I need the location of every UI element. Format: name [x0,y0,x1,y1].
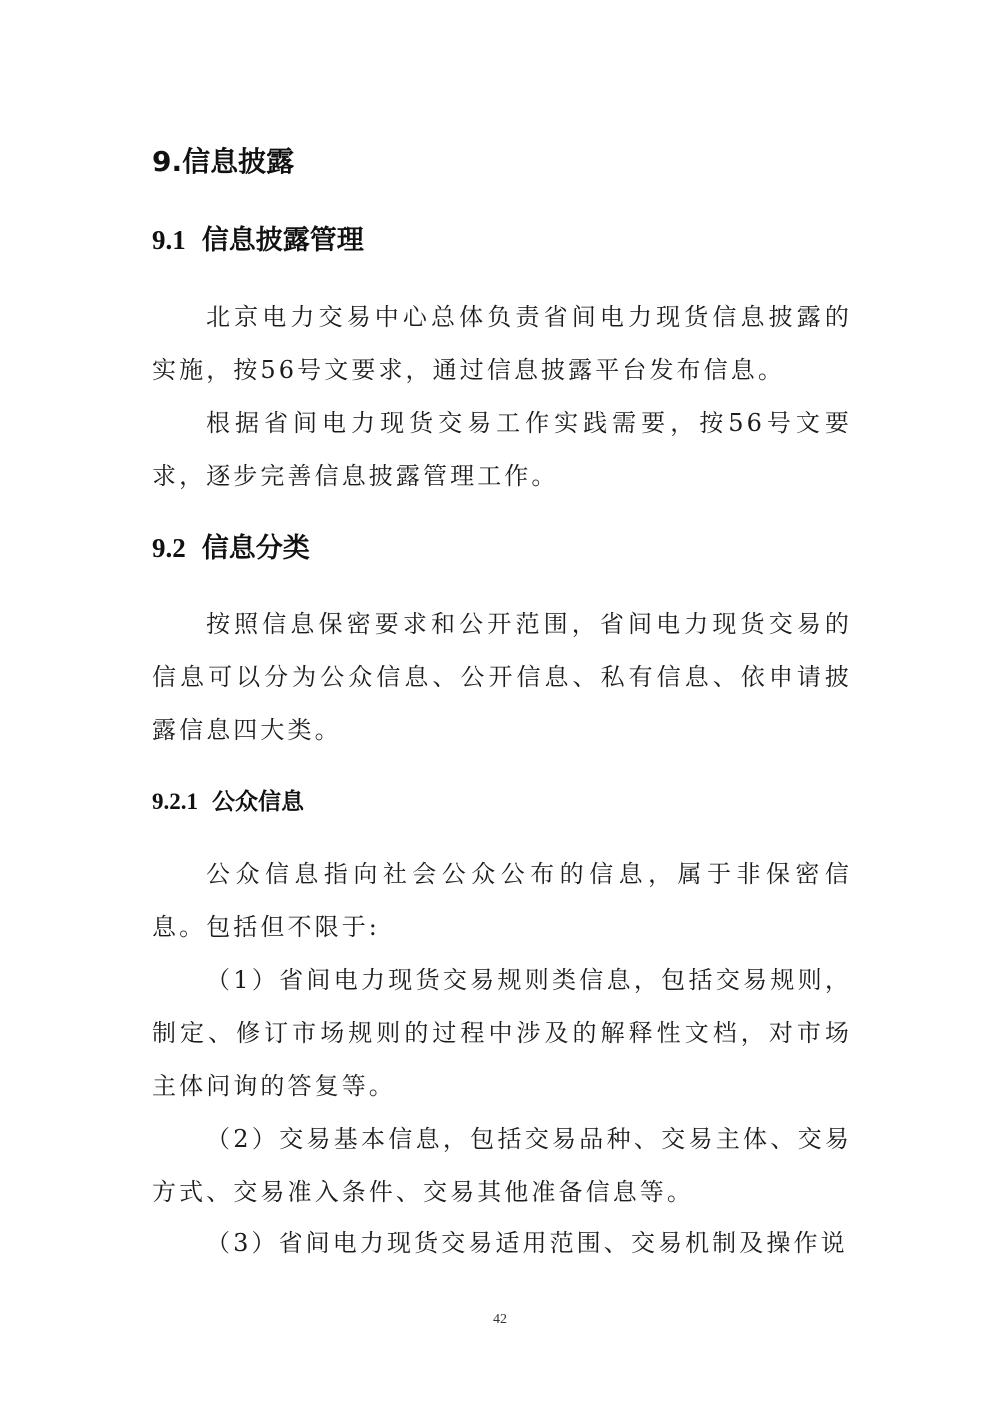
subsection-title: 信息披露管理 [201,225,364,256]
subsubsection-heading-9-2-1 [152,784,304,820]
subsection-heading-9-1 [152,220,364,261]
paragraph: 按照信息保密要求和公开范围，省间电力现货交易的信息可以分为公众信息、公开信息、私有信息、依申请披露信息四大类。 [152,610,852,744]
section-heading: 9.信息披露 [152,145,295,178]
paragraph: 北京电力交易中心总体负责省间电力现货信息披露的实施，按56号文要求，通过信息披露平台发布信息。 [152,303,852,384]
subsection-number: 9.2 [152,533,186,563]
list-item: （3）省间电力现货交易适用范围、交易机制及操作说 [206,1229,848,1257]
subsubsection-number: 9.2.1 [152,789,198,814]
list-item: （1）省间电力现货交易规则类信息，包括交易规则，制定、修订市场规则的过程中涉及的解释性文档，对市场主体问询的答复等。 [152,966,852,1100]
subsection-number: 9.1 [152,225,186,255]
page-number: 42 [493,1312,507,1327]
list-item: （2）交易基本信息，包括交易品种、交易主体、交易方式、交易准入条件、交易其他准备信息等。 [152,1125,852,1206]
paragraph: 根据省间电力现货交易工作实践需要，按56号文要求，逐步完善信息披露管理工作。 [152,409,852,490]
subsection-title: 信息分类 [201,533,310,564]
subsubsection-title: 公众信息 [212,789,304,815]
subsection-heading-9-2 [152,528,310,569]
paragraph: 公众信息指向社会公众公布的信息，属于非保密信息。包括但不限于: [152,860,852,941]
